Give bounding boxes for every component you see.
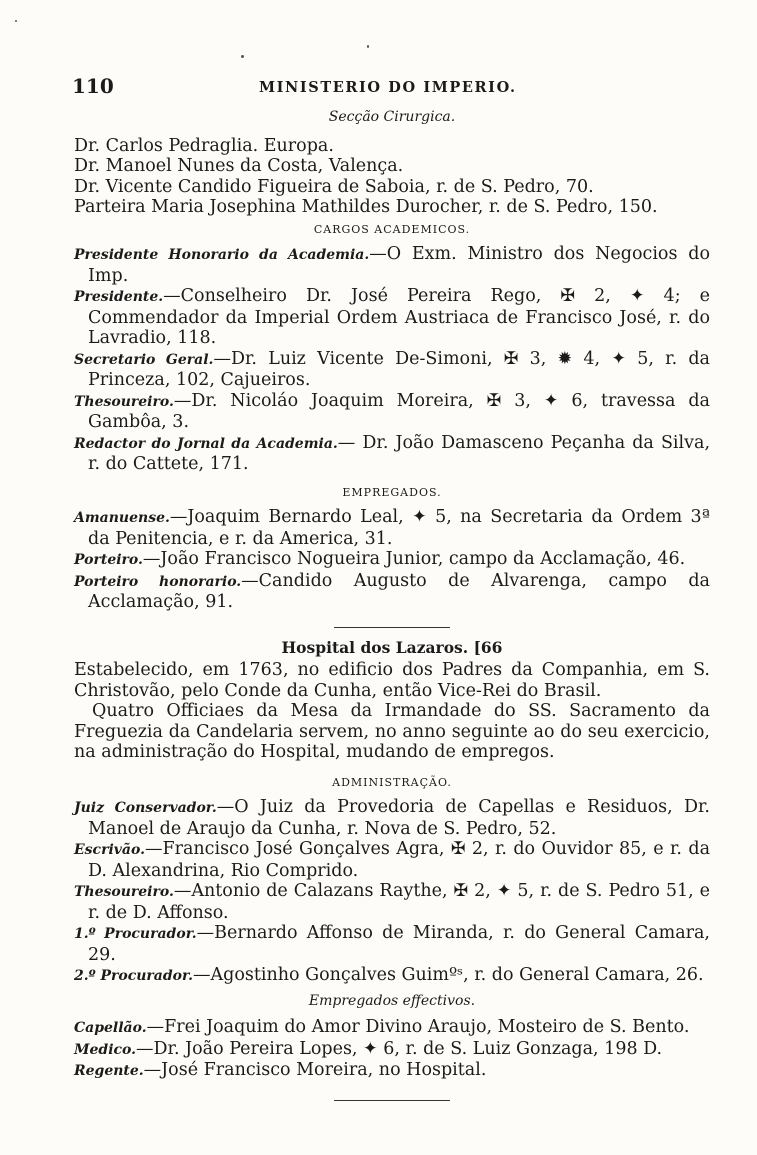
print-speck: [15, 20, 17, 22]
entry-label: Juiz Conservador.: [74, 800, 217, 816]
list-item: [74, 1017, 710, 1039]
section-divider: [334, 1100, 450, 1101]
section-title-hospital: Hospital dos Lazaros. [66: [281, 637, 503, 657]
page-title: MINISTERIO DO IMPERIO.: [259, 79, 517, 96]
paragraph: Quatro Officiaes da Mesa da Irmandade do SS. Sacramento da Freguezia da Candelaria servem, no anno seguinte ao do seu exercicio, na administração do Hospital, mudando de empregos.: [74, 701, 710, 762]
entry-label: Thesoureiro.: [74, 884, 174, 900]
entry-label: Presidente.: [74, 289, 164, 305]
list-item: [74, 549, 710, 571]
list-item: Dr. Carlos Pedraglia. Europa.: [74, 135, 334, 156]
heading-empregados-effectivos: Empregados effectivos.: [308, 992, 476, 1009]
list-item: [74, 881, 710, 923]
entry-text: —Antonio de Calazans Raythe, ✠ 2, ✦ 5, r. de S. Pedro 51, e r. de D. Affonso.: [88, 881, 710, 923]
list-item: [74, 797, 710, 839]
entry-text: —Agostinho Gonçalves Guimºˢ, r. do General Camara, 26.: [192, 965, 704, 985]
list-item: Dr. Manoel Nunes da Costa, Valença.: [74, 156, 404, 176]
list-item: [74, 1060, 710, 1082]
entry-text: —Candido Augusto de Alvarenga, campo da Acclamação, 91.: [88, 570, 710, 612]
list-item: [74, 349, 710, 391]
entry-label: Amanuense.: [74, 510, 170, 526]
entry-text: —José Francisco Moreira, no Hospital.: [143, 1060, 487, 1080]
list-item: [74, 571, 710, 613]
list-item: [74, 923, 710, 965]
running-header: [74, 68, 710, 98]
entry-label: Porteiro honorario.: [74, 573, 242, 590]
entry-label: Escrivão.: [74, 842, 145, 858]
entry-text: —Francisco José Gonçalves Agra, ✠ 2, r. do Ouvidor 85, e r. da D. Alexandrina, Rio Comprido.: [88, 839, 710, 881]
list-item: Dr. Vicente Candido Figueira de Saboia, r. de S. Pedro, 70.: [74, 176, 594, 197]
heading-cargos-academicos: CARGOS ACADEMICOS.: [313, 222, 471, 236]
entry-label: Porteiro.: [74, 552, 143, 568]
entry-text: —Dr. Nicoláo Joaquim Moreira, ✠ 3, ✦ 6, travessa da Gambôa, 3.: [88, 390, 710, 432]
entry-text: —Joaquim Bernardo Leal, ✦ 5, na Secretaria da Ordem 3ª da Penitencia, e r. da America, 31.: [88, 507, 710, 549]
entry-label: Medico.: [74, 1041, 137, 1058]
entry-text: —Dr. Luiz Vicente De-Simoni, ✠ 3, ✹ 4, ✦ 5, r. da Princeza, 102, Cajueiros.: [88, 348, 710, 390]
effectivos-list: [74, 1017, 710, 1082]
section-divider: [334, 627, 450, 628]
entry-label: Thesoureiro.: [74, 393, 174, 410]
entry-label: 2.º Procurador.: [74, 968, 193, 984]
heading-empregados: EMPREGADOS.: [342, 485, 442, 499]
list-item: Parteira Maria Josephina Mathildes Durocher, r. de S. Pedro, 150.: [74, 197, 658, 217]
entry-text: —Frei Joaquim do Amor Divino Araujo, Mosteiro de S. Bento.: [146, 1017, 690, 1037]
entry-text: —O Juiz da Provedoria de Capellas e Residuos, Dr. Manoel de Araujo da Cunha, r. Nova de S. Pedro, 52.: [88, 797, 710, 839]
secao-list: [74, 136, 710, 218]
entry-text: —Bernardo Affonso de Miranda, r. do General Camara, 29.: [88, 923, 710, 965]
print-speck: [367, 45, 369, 48]
page-number: 110: [72, 74, 114, 98]
entry-text: —O Exm. Ministro dos Negocios do Imp.: [88, 244, 710, 286]
entry-text: — Dr. João Damasceno Peçanha da Silva, r. do Cattete, 171.: [88, 432, 711, 474]
print-speck: [241, 55, 244, 58]
entry-label: Presidente Honorario da Academia.: [74, 247, 370, 263]
list-item: [74, 433, 710, 475]
list-item: [74, 1039, 710, 1061]
entry-label: 1.º Procurador.: [74, 926, 197, 942]
list-item: [74, 965, 710, 987]
entry-text: —Conselheiro Dr. José Pereira Rego, ✠ 2, ✦ 4; e Commendador da Imperial Ordem Austriaca de Francisco José, r. do Lavradio, 118.: [88, 286, 710, 348]
heading-administracao: ADMINISTRAÇÃO.: [332, 775, 452, 789]
entry-label: Regente.: [74, 1063, 144, 1079]
entry-label: Capellão.: [74, 1020, 147, 1036]
list-item: [74, 507, 710, 549]
list-item: [74, 391, 710, 433]
paragraph: Estabelecido, em 1763, no edificio dos Padres da Companhia, em S. Christovão, pelo Conde da Cunha, então Vice-Rei do Brasil.: [74, 660, 710, 701]
list-item: [74, 839, 710, 881]
document-page: [74, 68, 710, 1111]
section-heading-secao-cirurgica: Secção Cirurgica.: [328, 109, 456, 125]
entry-label: Redactor do Jornal da Academia.: [74, 435, 338, 452]
entry-text: —Dr. João Pereira Lopes, ✦ 6, r. de S. Luiz Gonzaga, 198 D.: [136, 1038, 663, 1059]
empregados-list: [74, 507, 710, 613]
administracao-list: [74, 797, 710, 987]
entry-text: —João Francisco Nogueira Junior, campo da Acclamação, 46.: [142, 549, 686, 569]
list-item: [74, 244, 710, 286]
entry-label: Secretario Geral.: [74, 351, 214, 368]
cargos-list: [74, 244, 710, 475]
list-item: [74, 286, 710, 349]
